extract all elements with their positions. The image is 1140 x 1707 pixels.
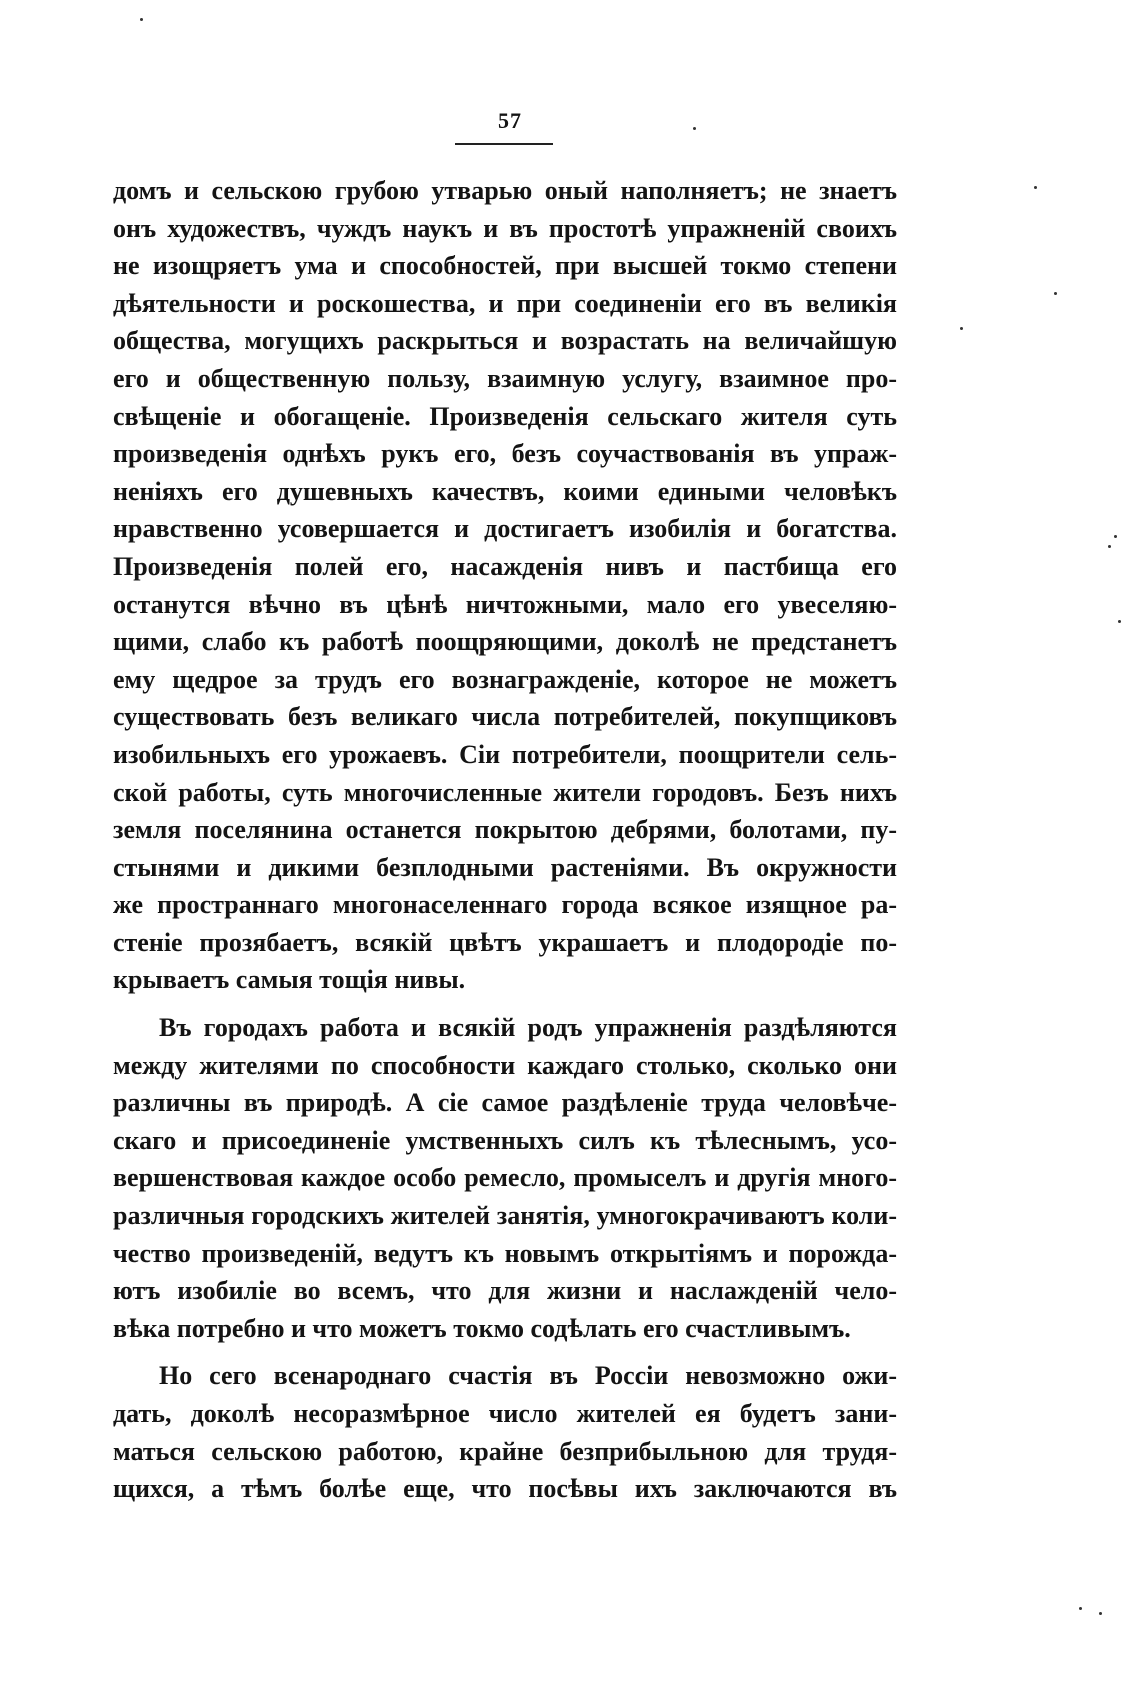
text-line: дать, доколѣ несоразмѣрное число жителей ея будетъ зани- [113, 1399, 897, 1428]
text-line: щими, слабо къ работѣ поощряющими, доколѣ не предстанетъ [113, 627, 897, 657]
scan-speck [140, 18, 143, 21]
text-line: ской работы, суть многочисленные жители городовъ. Безъ нихъ [113, 777, 897, 807]
text-line: различныя городскихъ жителей занятія, умногокрачиваютъ коли- [113, 1201, 897, 1231]
text-line: Но сего всенароднаго счастія въ Россіи невозможно ожи- [159, 1361, 897, 1391]
text-line: чество произведеній, ведутъ къ новымъ открытіямъ и порожда- [113, 1238, 897, 1268]
text-line: между жителями по способности каждаго столько, сколько они [113, 1050, 897, 1080]
scan-speck [1054, 292, 1057, 295]
text-line: скаго и присоединеніе умственныхъ силъ къ тѣлеснымъ, усо- [113, 1125, 897, 1155]
text-line: вершенствовая каждое особо ремесло, промыселъ и другія много- [113, 1163, 897, 1193]
text-line: различны въ природѣ. А сіе самое раздѣленіе труда человѣче- [113, 1088, 897, 1118]
text-line: не изощряетъ ума и способностей, при высшей токмо степени [113, 251, 897, 281]
text-line: крываетъ самыя тощія нивы. [113, 965, 466, 995]
page-number-rule [455, 143, 553, 145]
text-line: его и общественную пользу, взаимную услугу, взаимное про- [113, 363, 897, 393]
paragraph-2 [113, 1009, 897, 1347]
scan-speck [1108, 545, 1111, 548]
scan-speck [693, 127, 696, 130]
paragraph-3 [113, 1357, 897, 1507]
body-text [113, 172, 897, 1508]
text-line: останутся вѣчно въ цѣнѣ ничтожными, мало его увеселяю- [113, 589, 897, 619]
text-line: онъ художествъ, чуждъ наукъ и въ простотѣ упражненій своихъ [113, 213, 897, 243]
scan-speck [1034, 186, 1037, 189]
text-line: вѣка потребно и что можетъ токмо содѣлать его счастливымъ. [113, 1313, 851, 1343]
text-line: земля поселянина останется покрытою дебрями, болотами, пу- [113, 815, 897, 845]
text-line: Произведенія полей его, насажденія нивъ и пастбища его [113, 551, 897, 581]
text-line: же пространнаго многонаселеннаго города всякое изящное ра- [113, 890, 897, 920]
text-line: неніяхъ его душевныхъ качествъ, коими едиными человѣкъ [113, 476, 897, 506]
text-line: маться сельскою работою, крайне безприбыльною для трудя- [113, 1436, 897, 1466]
text-line: ему щедрое за трудъ его вознагражденіе, которое не можетъ [113, 664, 897, 694]
text-line: стынями и дикими безплодными растеніями. Въ окружности [113, 852, 897, 882]
scan-speck [1099, 1612, 1102, 1615]
text-line: изобильныхъ его урожаевъ. Сіи потребители, поощрители сель- [113, 739, 897, 769]
text-line: дѣятельности и роскошества, и при соединеніи его въ великія [113, 288, 897, 318]
text-line: Въ городахъ работа и всякій родъ упражненія раздѣляются [159, 1013, 897, 1043]
text-line: ютъ изобиліе во всемъ, что для жизни и наслажденій чело- [113, 1276, 897, 1306]
text-line: нравственно усовершается и достигаетъ изобилія и богатства. [113, 514, 897, 544]
text-line: свѣщеніе и обогащеніе. Произведенія сельскаго жителя суть [113, 401, 897, 431]
page-number: 57 [498, 108, 522, 133]
scan-speck [1114, 535, 1117, 538]
text-line: стеніе прозябаетъ, всякій цвѣтъ украшаетъ и плодородіе по- [113, 927, 897, 957]
text-line: произведенія однѣхъ рукъ его, безъ соучаствованія въ упраж- [113, 439, 897, 469]
scan-speck [1079, 1607, 1082, 1610]
text-line: щихся, а тѣмъ болѣе еще, что посѣвы ихъ заключаются въ [113, 1474, 897, 1504]
text-line: существовать безъ великаго числа потребителей, покупщиковъ [113, 702, 897, 732]
text-line: общества, могущихъ раскрыться и возрастать на величайшую [113, 326, 897, 356]
scan-speck [960, 327, 963, 330]
scan-speck [1118, 620, 1121, 623]
paragraph-1 [113, 172, 897, 999]
text-line: домъ и сельскою грубою утварью оный наполняетъ; не знаетъ [113, 176, 897, 205]
